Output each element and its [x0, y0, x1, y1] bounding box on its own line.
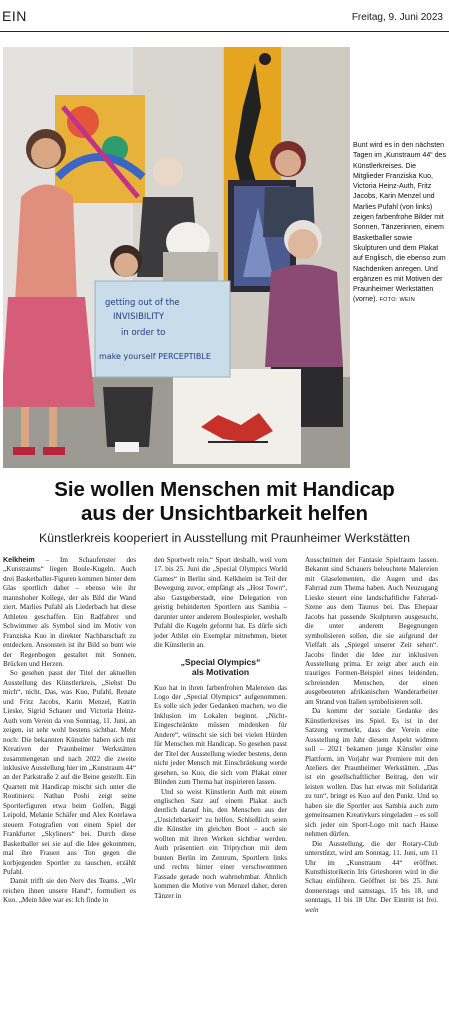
headline-line-1: Sie wollen Menschen mit Handicap [54, 478, 395, 501]
sign-line-1: getting out of the [105, 298, 180, 308]
intertitle-line-2: als Motivation [191, 667, 250, 678]
paragraph-text: Die Ausstellung, die der Rotary-Club unterstützt, wird am Sonntag, 11. Juni, um 11 Uhr im „Kunstraum 44“ eröffnet. Kunsthistorikerin Iris Grieshoren wird in die Schau einführen. Geöffnet ist bis 25. Juni donnerstags und samstags, 15 bis 18, und sonntags, 11 bis 18 Uhr. Der Eintritt ist frei. [305, 839, 438, 905]
subheadline: Künstlerkreis kooperiert in Ausstellung mit Praunheimer Werkstätten [39, 531, 410, 545]
issue-date: Freitag, 9. Juni 2023 [351, 12, 443, 23]
photo-credit: FOTO: WEIN [379, 297, 416, 304]
paragraph [305, 840, 438, 916]
page-header [0, 0, 449, 34]
colorful-painting [55, 95, 145, 203]
intertitle [154, 657, 287, 678]
motif-box [173, 369, 301, 464]
paragraph-text: – Im Schaufenster des „Kunstraums“ liegen Boule-Kugeln. Auch drei Basketballer-Figuren kommen hinter dem Glas sportlich daher – ebenso wie ihr mannshoher Kollege, der als Bild die Wand ziert. Marlies Pufahl als Liederbach hat diese Athleten geschaffen. Ein Radfahrer und Schwimmer als Symbol sind im Motiv von Franziska Kuo in direkter Nachbarschaft zu entdecken. Ansonsten ist ihr Bild so bunt wie der Regenbogen gestaltet mit Sonnen, Brücken und Herzen. [3, 556, 136, 668]
paragraph: Kuo hat in ihren farbenfrohen Malereien das Logo der „Special Olympics“ aufgenommen. Es solle sich jeder Gedanken machen, wo die Inklusion im Lokalen beginnt. „Nicht-Eingeschränkte müssen mitdenken für Andere“, wünscht sie sich bei vielen Hürden für Menschen mit Handicap. So gesehen passt der Titel der Ausstellung wieder bestens, denn nicht jeder Mensch mit Einschränkung werde gesehen, so Kuo, die sich vom Plakat einer Blinden zum Thema hat inspirieren lassen. [154, 683, 287, 787]
paragraph: Da kommt der soziale Gedanke des Künstlerkreises ins Spiel. Es ist in der Satzung vermerkt, dass der Verein eine Ausstellung im Jahr diesem Aspekt widmen soll – 2021 bekamen junge Künstler eine Plattform, im Vorjahr war Premiere mit den Ateliers der Praunheimer Werkstätten. „Das ist ein gesellschaftlicher Beitrag, den wir leisten wollen. Das hat etwas mit Solidarität zu tun“, bringt es Kuo auf den Punkt. Und so haben sie die Sportler aus Sambia auch zum gemeinsamen Kreativkurs eingeladen – es soll sich jeder ein Sport-Logo mit nach Hause nehmen dürfen. [305, 707, 438, 839]
intertitle-line-1: „Special Olympics“ [180, 656, 261, 667]
paragraph: So gesehen passt der Titel der aktuellen Ausstellung des Künstlerkreis, „Siehst Du mich“, nicht. Das, was Kuo, Pufahl, Renate und Fritz Jacobs, Karin Menzel, Katrin Lieske, Sigrid Schauer und Victoria Heinz-Auth vom Verein da von Sonntag, 11. Juni, an zeigen, ist sehr wohl bestens sichtbar. Mehr noch: Die bekannten Künstler haben sich mit Kreativen der Praunheimer Werkstätten zusammengetan und nach 2022 die zweite inklusive Ausstellung hier im „Kunstraum 44“ an der Parkstraße 2 auf die Beine gestellt. Ein Quartett mit Handicap mischt sich unter die Routiniers: Nathan Poshi zeigt seine Sportlerfiguren etwa beim Golfen, Biggi Leipold, Melanie Schäfer und Alex Kotelawa steuern Fotografien von einem Spiel der Frankfurter „Skyliners“ bei. Durch diese Basketballer sei sie auf die Idee gekommen, mal ihre Frauen aus Ton gegen die korbjegenden Sportler zu tauschen, erzählt Pufahl. [3, 669, 136, 876]
paragraph: Ausschnitten der Fantasie Spielraum lassen. Bekannt sind Schauers beleuchtete Malereien mit Glaselementen, die Augen und das Fahrrad zum Thema haben. Auch Neuzugang Lieske steuert eine landschaftliche Fahrrad-Szene aus dem Taunus bei. Das Ehepaar Jacobs hat passende Skulpturen ausgesucht, die unter anderem Begegnungen symbolisieren sollen, die sie aufgrund der Vielfalt als „Spiegel unserer Zeit sehen“. Jacobs findet die Idee zur inklusiven Ausstellung prima. Er zeigt aber auch ein trauriges Formen-Beispiel eines leidenden, schreienden Menschen, der einen ausgebeuteten afrikanischen Wanderarbeiter am Strand von Italien symbolisieren soll. [305, 556, 438, 706]
photo-illustration [3, 47, 350, 468]
sign-line-4: make yourself PERCEPTIBLE [99, 352, 211, 361]
sign-line-2: INVISIBILITY [113, 312, 165, 322]
paragraph: den Sportwelt rein.“ Sport deshalb, weil vom 17. bis 25. Juni die „Special Olympics World Games“ in Berlin sind. Kelkheim ist Teil der Bewegung zuvor, empfängt als „Host Town“, also Gastgeberstadt, eine Delegation von geistig behinderten Sportlern aus Sambia – darunter unter anderem Boulespieler, weshalb Pufahl die Kugeln geformt hat. Es dürfe sich jeder Athlet ein Exemplar mitnehmen, bietet die Künstlerin an. [154, 556, 287, 650]
article-photo [3, 47, 350, 468]
paragraph [3, 556, 136, 669]
dateline: Kelkheim [3, 556, 35, 564]
article-column-2 [154, 556, 287, 901]
author-signature: wein [305, 905, 319, 914]
photo-caption [353, 140, 448, 306]
headline-line-2: aus der Unsichtbarkeit helfen [80, 502, 369, 525]
section-title: EIN [2, 8, 27, 24]
paragraph: Damit trifft sie den Nerv des Teams. „Wir reichen ihnen unsere Hand“, formuliert es Kuo. „Mein Idee war es: Ich finde in [3, 877, 136, 905]
article-column-3 [305, 556, 438, 915]
handwritten-sign [95, 281, 230, 377]
sign-line-3: in order to [121, 328, 166, 338]
header-rule [0, 31, 449, 32]
caption-text: Bunt wird es in den nächsten Tagen im „Kunstraum 44“ des Künstlerkreises. Die Mitglieder Franziska Kuo, Victoria Heinz-Auth, Fritz Jacobs, Karin Menzel und Marlies Pufahl (von links) zeigen farbenfrohe Bilder mit Sonnen, Tänzerinnen, einem Basketballer sowie Skulpturen und dem Plakat auf Englisch, die ebenso zum Nachdenken anregen. Und ergänzen es mit Motiven der Praunheimer Werkstätten (vorne). [353, 141, 447, 304]
paragraph: Und so weist Künstlerin Auth mit einem englischen Satz auf einem Plakat auch deutlich darauf hin, den Menschen aus der „Unsichtbarkeit“ zu helfen. Schließlich seien die Künstler im gleichen Boot – auch sie wollten mit ihren Werken sichtbar werden. Auth präsentiert ein Triptychon mit dem bunten Berlin im Zentrum, Sportlern links und rechts hinter einer verschwommen Fassade gerade noch wahrnehmbar. Ähnlich kommen die Motive von Menzel daher, deren Tänzer in [154, 787, 287, 900]
article-column-1 [3, 556, 136, 906]
